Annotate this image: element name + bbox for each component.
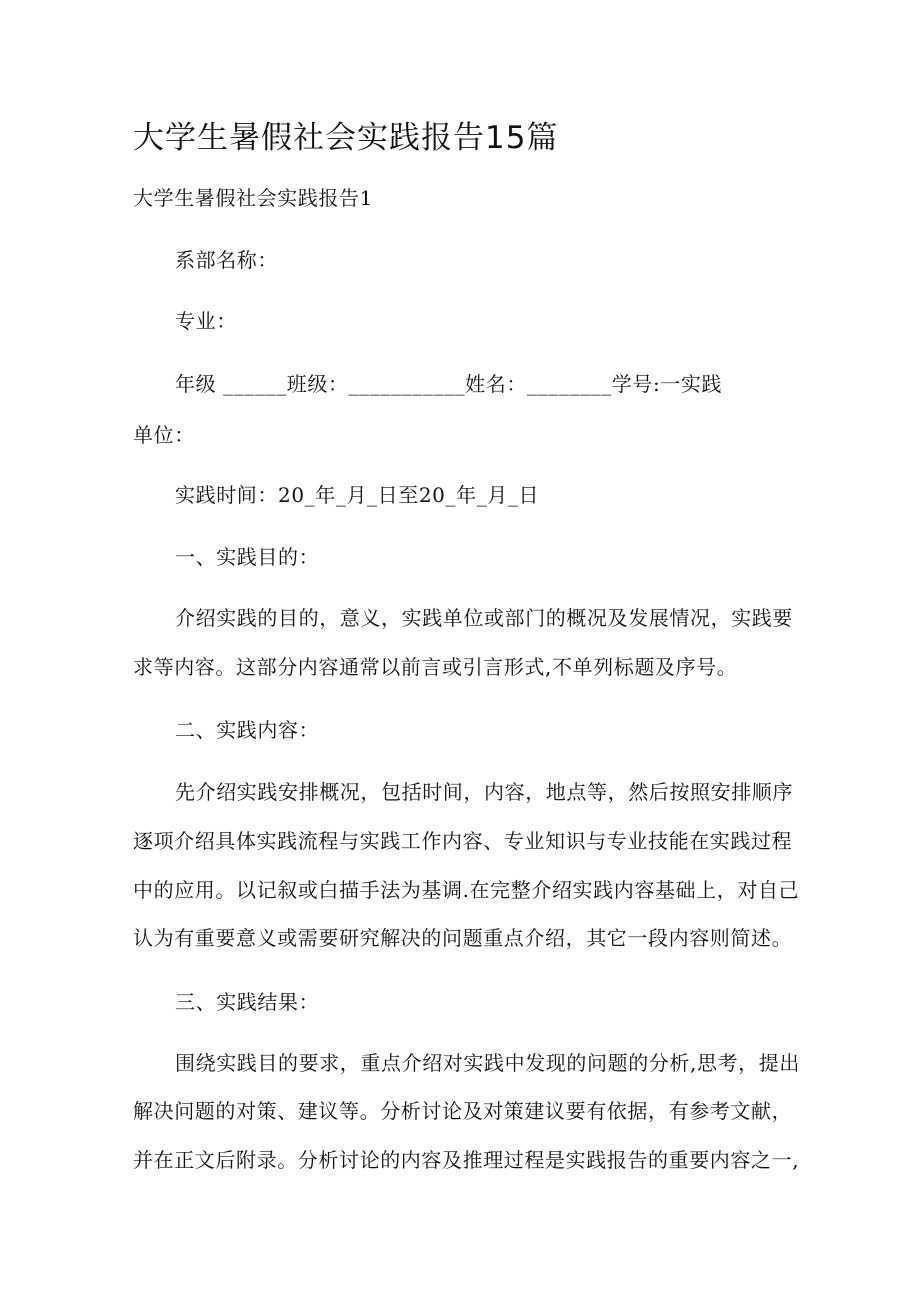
section-heading-content: 二、实践内容： bbox=[175, 718, 320, 742]
paragraph-line: 求等内容。这部分内容通常以前言或引言形式,不单列标题及序号。 bbox=[133, 655, 738, 679]
paragraph-line: 解决问题的对策、建议等。分析讨论及对策建议要有依据，有参考文献， bbox=[133, 1099, 793, 1123]
document-subtitle: 大学生暑假社会实践报告1 bbox=[133, 186, 373, 210]
document-title: 大学生暑假社会实践报告15篇 bbox=[133, 120, 559, 156]
paragraph-line: 先介绍实践安排概况，包括时间，内容，地点等，然后按照安排顺序 bbox=[175, 780, 793, 804]
field-practice-time: 实践时间：20_年_月_日至20_年_月_日 bbox=[175, 483, 540, 507]
field-major: 专业： bbox=[175, 309, 237, 333]
section-heading-results: 三、实践结果： bbox=[175, 990, 320, 1014]
paragraph-line: 围绕实践目的要求，重点介绍对实践中发现的问题的分析,思考，提出 bbox=[175, 1051, 800, 1075]
paragraph-line: 认为有重要意义或需要研究解决的问题重点介绍，其它一段内容则简述。 bbox=[133, 926, 793, 950]
field-grade-class-name-id: 年级 ______班级：___________姓名：________学号:一实践 bbox=[175, 372, 723, 396]
field-unit: 单位： bbox=[133, 423, 195, 447]
field-department: 系部名称： bbox=[175, 248, 278, 272]
paragraph-line: 逐项介绍具体实践流程与实践工作内容、专业知识与专业技能在实践过程 bbox=[133, 829, 793, 853]
paragraph-line: 并在正文后附录。分析讨论的内容及推理过程是实践报告的重要内容之一, bbox=[133, 1148, 800, 1172]
paragraph-line: 中的应用。以记叙或白描手法为基调.在完整介绍实践内容基础上，对自己 bbox=[133, 878, 800, 902]
section-heading-purpose: 一、实践目的： bbox=[175, 545, 320, 569]
paragraph-line: 介绍实践的目的，意义，实践单位或部门的概况及发展情况，实践要 bbox=[175, 606, 793, 630]
